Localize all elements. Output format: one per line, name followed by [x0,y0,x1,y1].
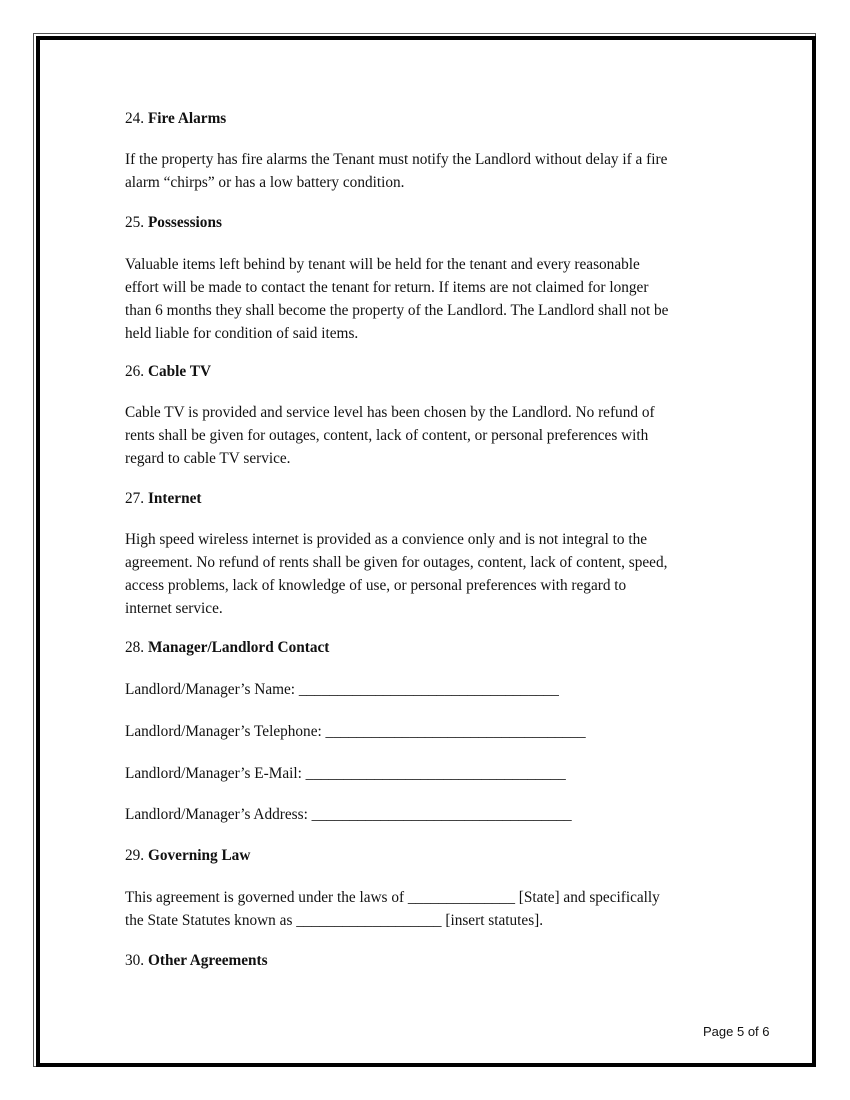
section-25-heading: 25. Possessions [125,214,222,231]
section-29-heading: 29. Governing Law [125,847,251,864]
manager-telephone-field[interactable]: Landlord/Manager’s Telephone: __________________________________ [125,723,586,740]
section-29-body: This agreement is governed under the laws of ______________ [State] and specifically the State Statutes known as ___________________ [insert statutes]. [125,889,660,929]
section-30-heading: 30. Other Agreements [125,952,268,969]
page-number: Page 5 of 6 [703,1024,770,1039]
section-26-body: Cable TV is provided and service level has been chosen by the Landlord. No refund of rents shall be given for outages, content, lack of content, or personal preferences with regard to cable TV service. [125,404,655,467]
section-27-heading: 27. Internet [125,490,202,507]
manager-name-field[interactable]: Landlord/Manager’s Name: __________________________________ [125,681,559,698]
section-25-body: Valuable items left behind by tenant will be held for the tenant and every reasonable effort will be made to contact the tenant for return. If items are not claimed for longer than 6 months they shall become the property of the Landlord. The Landlord shall not be held liable for condition of said items. [125,256,669,342]
section-27-body: High speed wireless internet is provided as a convience only and is not integral to the agreement. No refund of rents shall be given for outages, content, lack of content, speed, access problems, lack of knowledge of use, or personal preferences with regard to internet service. [125,531,668,617]
section-24-body: If the property has fire alarms the Tenant must notify the Landlord without delay if a fire alarm “chirps” or has a low battery condition. [125,151,668,191]
section-24-heading: 24. Fire Alarms [125,110,227,127]
section-28-heading: 28. Manager/Landlord Contact [125,639,330,656]
manager-address-field[interactable]: Landlord/Manager’s Address: __________________________________ [125,806,572,823]
manager-email-field[interactable]: Landlord/Manager’s E-Mail: __________________________________ [125,765,566,782]
section-26-heading: 26. Cable TV [125,363,211,380]
